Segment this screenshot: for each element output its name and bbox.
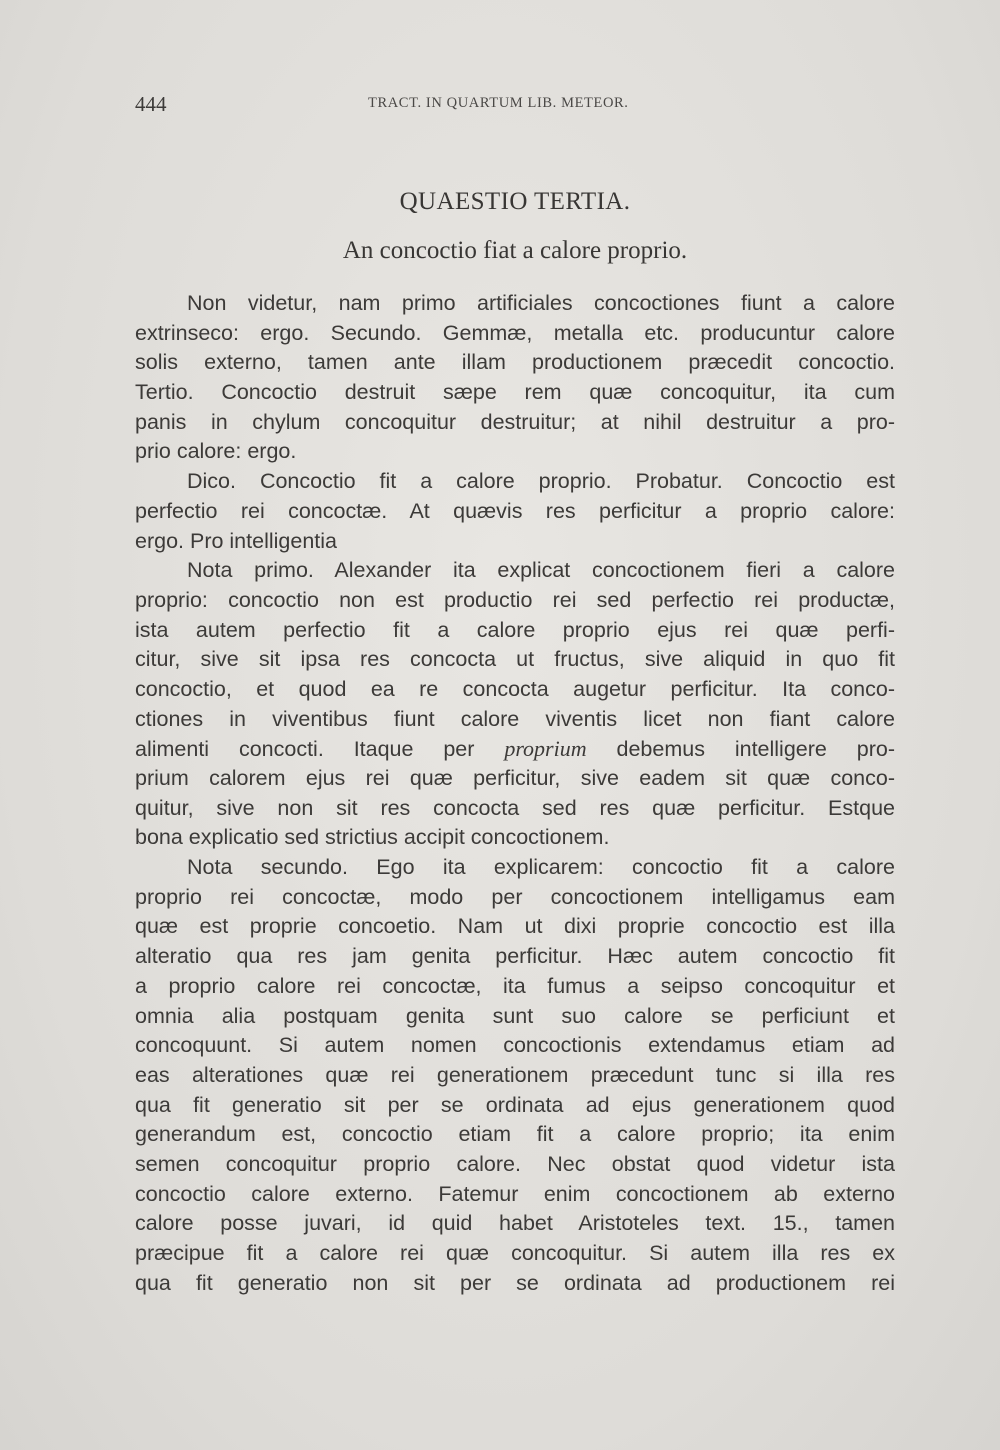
text-line: panis in chylum concoquitur destruitur; at nihil destruitur a pro- (135, 409, 895, 434)
text-line: ctiones in viventibus fiunt calore viventis licet non fiant calore (135, 706, 895, 731)
text-line: generandum est, concoctio etiam fit a calore proprio; ita enim (135, 1122, 895, 1147)
text-line: eas alterationes quæ rei generationem præcedunt tunc si illa res (135, 1062, 895, 1087)
text-line: bona explicatio sed strictius accipit concoctionem. (135, 825, 610, 850)
text-line (135, 734, 895, 764)
text-line: prio calore: ergo. (135, 439, 297, 464)
text-line: Tertio. Concoctio destruit sæpe rem quæ concoquitur, ita cum (135, 380, 895, 405)
page-number: 444 (135, 92, 167, 116)
body-text (135, 289, 895, 1298)
text-line: qua fit generatio non sit per se ordinata ad productionem rei (135, 1270, 895, 1295)
text-line: Nota secundo. Ego ita explicarem: concoctio fit a calore (187, 855, 895, 880)
text-line: quitur, sive non sit res concocta sed res quæ perficitur. Estque (135, 795, 895, 820)
text-line: proprio: concoctio non est productio rei sed perfectio rei productæ, (135, 587, 895, 612)
text-line: omnia alia postquam genita sunt suo calore se perficiunt et (135, 1003, 895, 1028)
text-line: perfectio rei concoctæ. At quævis res perficitur a proprio calore: (135, 498, 895, 523)
text-line: quæ est proprie concoetio. Nam ut dixi proprie concoctio est illa (135, 914, 895, 939)
text-segment: debemus intelligere pro- (586, 737, 895, 762)
text-line: concoctio, et quod ea re concocta augetur perficitur. Ita conco- (135, 676, 895, 701)
text-line: ergo. Pro intelligentia (135, 528, 337, 553)
text-line: calore posse juvari, id quid habet Aristoteles text. 15., tamen (135, 1211, 895, 1236)
running-head (135, 92, 895, 122)
text-line: a proprio calore rei concoctæ, ita fumus a seipso concoquitur et (135, 973, 895, 998)
text-line: Nota primo. Alexander ita explicat concoctionem fieri a calore (187, 558, 895, 583)
text-line: prium calorem ejus rei quæ perficitur, sive eadem sit quæ conco- (135, 766, 895, 790)
text-line: ista autem perfectio fit a calore proprio ejus rei quæ perfi- (135, 617, 895, 642)
text-line: citur, sive sit ipsa res concocta ut fructus, sive aliquid in quo fit (135, 647, 895, 672)
text-line: qua fit generatio sit per se ordinata ad ejus generationem quod (135, 1092, 895, 1117)
text-line: alteratio qua res jam genita perficitur. Hæc autem concoctio fit (135, 944, 895, 969)
text-line: præcipue fit a calore rei quæ concoquitur. Si autem illa res ex (135, 1241, 895, 1265)
text-line: concoquunt. Si autem nomen concoctionis extendamus etiam ad (135, 1033, 895, 1058)
text-line: semen concoquitur proprio calore. Nec obstat quod videtur ista (135, 1151, 895, 1176)
emphasized-word: proprium (504, 736, 587, 762)
quaestio-heading: QUAESTIO TERTIA. (399, 188, 631, 215)
text-segment: alimenti concocti. Itaque per (135, 737, 505, 762)
text-line: Dico. Concoctio fit a calore proprio. Probatur. Concoctio est (187, 469, 895, 494)
text-line: Non videtur, nam primo artificiales concoctiones fiunt a calore (187, 291, 895, 315)
text-line: extrinseco: ergo. Secundo. Gemmæ, metalla etc. producuntur calore (135, 320, 895, 345)
quaestio-subtitle: An concoctio fiat a calore proprio. (342, 237, 688, 264)
running-title: TRACT. IN QUARTUM LIB. METEOR. (368, 95, 629, 111)
text-line: concoctio calore externo. Fatemur enim concoctionem ab externo (135, 1181, 895, 1206)
text-line: proprio rei concoctæ, modo per concoctionem intelligamus eam (135, 884, 895, 909)
text-line: solis externo, tamen ante illam productionem præcedit concoctio. (135, 350, 895, 375)
